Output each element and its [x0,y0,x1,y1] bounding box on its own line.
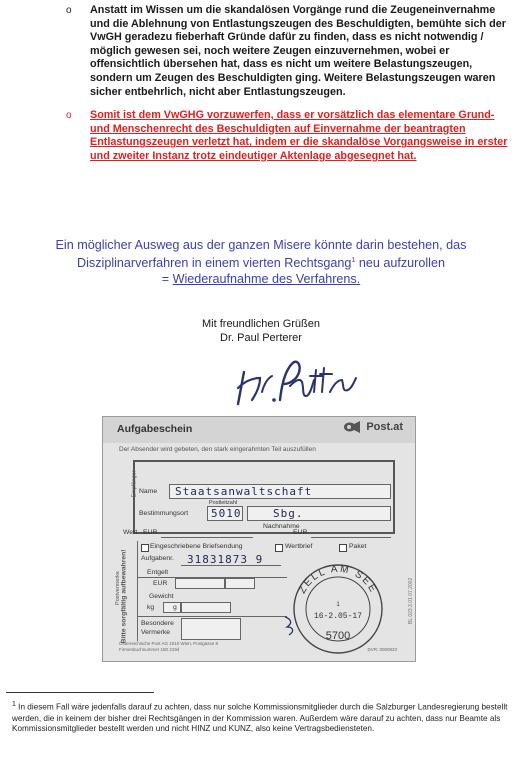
footnote-reference[interactable]: 1 [351,257,356,264]
kg-field[interactable] [163,602,181,613]
bullet-text-2: Somit ist dem VwGHG vorzuwerfen, dass er vorsätzlich das elementare Grund- und Menschenrecht des Beschuldigten auf Einvernahme der beantragten Entlastungszeugen verletzt hat, indem er die skandalöse Vorgangsweise in erster und zweiter Instanz trotz eindeutiger Aktenlage abgesegnet hat. [90,109,508,162]
checkbox-eingeschrieben[interactable] [141,544,149,552]
label-nachnahme-eur: EUR [293,529,308,536]
footnote-number: 1 [12,701,16,708]
checkbox-paket[interactable] [339,544,347,552]
label-postvermerke: Postvermerke [114,571,121,605]
form-code: BL 023.3.01 07.2002 [408,577,414,624]
entgelt-cent-field[interactable] [225,578,255,589]
name-value: Staatsanwaltschaft [175,485,313,498]
sender-note: Der Absender wird gebeten, den stark eingerahmten Teil auszufüllen [119,446,316,453]
receipt-dvr: DVR: 0000833 [367,647,397,652]
post-logo-text: Post.at [366,421,403,433]
label-name: Name [139,488,158,495]
footnote-divider [6,692,154,693]
closing-greeting: Mit freundlichen Grüßen [202,318,320,330]
bullet-marker: o [66,110,72,122]
signature-image [230,352,360,410]
conclusion-paragraph [14,237,508,287]
gewicht-line [137,616,287,617]
conclusion-equals: = [161,272,173,287]
receipt-title: Aufgabeschein [117,423,193,435]
label-nachnahme: Nachnahme [263,523,300,530]
postmark-stamp [289,557,387,655]
bullet-item-1 [64,4,514,99]
post-horn-icon [342,420,362,434]
conclusion-text-2: neu aufzurollen [355,256,445,271]
stamp-number: 5700 [325,630,351,642]
label-wert: Wert [123,529,138,536]
clerk-initials-mark [279,613,301,639]
nachnahme-line [311,537,391,538]
footnote [12,700,512,735]
label-kg: kg [147,604,155,611]
wert-line [161,537,253,538]
bestimmungsort-value: Sbg. [273,507,304,520]
vermerke-field[interactable] [181,618,241,640]
postleitzahl-value: 5010 [211,507,242,520]
label-vermerke: Vermerke [141,629,171,636]
label-aufgabenr: Aufgabenr. [141,555,174,562]
label-besondere: Besondere [141,620,174,627]
conclusion-text-1: Ein möglicher Ausweg aus der ganzen Misere könnte darin bestehen, das Disziplinarverfahren in einem vierten Rechtsgang [55,238,467,271]
postal-receipt [102,416,416,662]
label-eingeschrieben: Eingeschriebene Briefsendung [150,543,243,550]
bullet-list [64,4,514,164]
checkbox-wertbrief[interactable] [275,544,283,552]
label-wert-eur: EUR [143,529,158,536]
bullet-item-2 [64,109,514,163]
receipt-footer: Österreichische Post AG 1010 Wien, Postgasse 8 Firmenbuchnummer 180 219d [119,641,219,652]
postvermerke-divider [137,541,138,641]
label-wertbrief: Wertbrief [285,543,313,550]
stamp-date: 16-2.05-17 [313,612,363,621]
keep-note: Bitte sorgfältig aufbewahren! [120,549,128,644]
conclusion-emphasis: Wiederaufnahme des Verfahrens. [172,272,361,287]
label-entgelt-eur: EUR [153,580,168,587]
label-empfaenger: Empfänger [131,470,138,498]
closing-name: Dr. Paul Perterer [220,332,302,344]
label-bestimmungsort: Bestimmungsort [139,510,189,517]
label-gewicht: Gewicht [149,593,174,600]
footnote-text: In diesem Fall wäre jedenfalls darauf zu achten, dass nur solche Kommissionsmitglieder durch die Salzburger Landesregierung bestellt werden, die in keinem der bisher drei Rechtsgängen in der Kommission waren. Außerdem wäre darauf zu achten, dass nur Beamte als Kommissionsmitglieder bestellt werden und nicht HINZ und KUNZ, also keine Vertragsbediensteten. [12,702,508,734]
g-field[interactable] [181,602,231,613]
stamp-corner: 1 [336,602,340,608]
entgelt-field[interactable] [175,578,225,589]
label-postleitzahl: Postleitzahl [209,500,238,506]
stamp-location: ZELL AM SEE [296,563,380,596]
post-logo [342,420,403,434]
bullet-text-1: Anstatt im Wissen um die skandalösen Vorgänge rund die Zeugeneinvernahme und die Ablehnung von Entlastungszeugen des Beschuldigten, bemühte sich der VwGH geradezu fieberhaft Gründe dafür zu finden, dass es nicht notwendig / möglich gewesen sei, noch weitere Zeugen einzuvernehmen, wobei er offensichtlich übersehen hat, dass es nicht um weitere Belastungszeugen, sondern um Zeugen des Beschuldigten ging. Weitere Belastungszeugen waren sicher entbehrlich, nicht aber Entlastungszeugen. [90,4,506,98]
bullet-marker: o [66,5,72,16]
aufgabenr-value: 31831873 9 [187,553,264,566]
aufgabenr-line [181,565,281,566]
label-entgelt: Entgelt [147,569,169,576]
svg-text:ZELL AM SEE [297,564,379,596]
label-paket: Paket [349,543,367,550]
bestimmungsort-field[interactable] [247,506,391,521]
label-g: g [173,604,177,611]
